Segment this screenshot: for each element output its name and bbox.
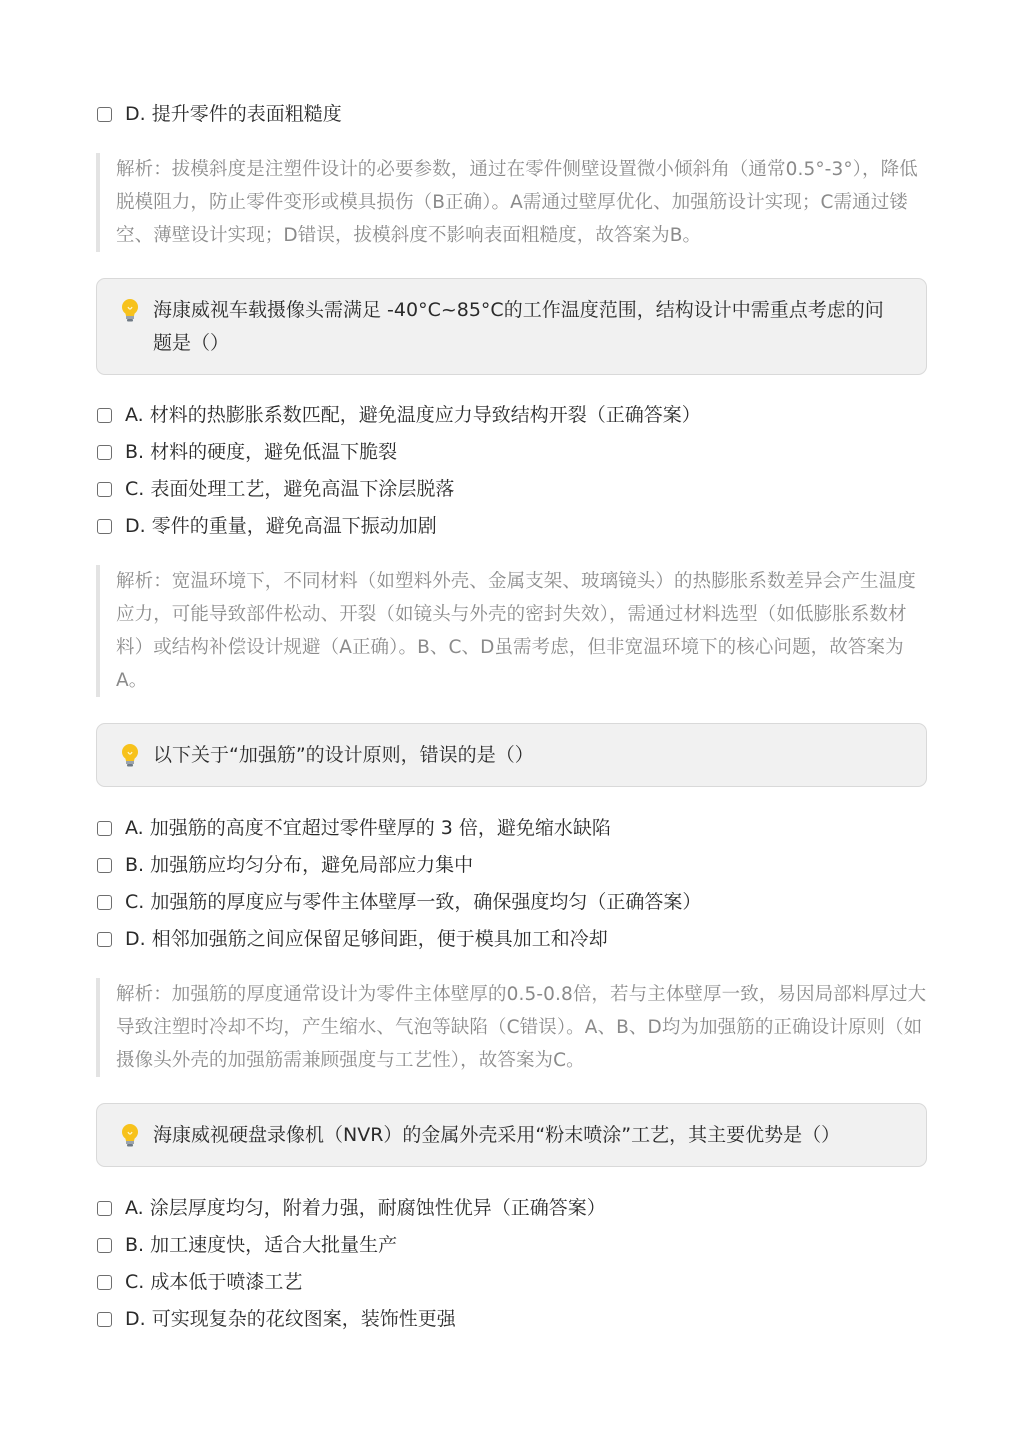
question-callout-q2 [96,723,927,787]
checkbox-icon[interactable] [97,445,112,460]
checkbox-icon[interactable] [97,895,112,910]
checkbox-icon[interactable] [97,821,112,836]
option-label: B. 加强筋应均匀分布，避免局部应力集中 [125,854,474,876]
checkbox-icon[interactable] [97,932,112,947]
option-q3-d[interactable] [96,1301,927,1338]
question-text: 以下关于“加强筋”的设计原则，错误的是（） [153,744,534,766]
checkbox-icon[interactable] [97,482,112,497]
question-text: 海康威视车载摄像头需满足 -40°C~85°C的工作温度范围，结构设计中需重点考虑的问题是（） [153,299,884,354]
option-label: D. 可实现复杂的花纹图案，装饰性更强 [125,1308,456,1330]
checkbox-icon[interactable] [97,1238,112,1253]
option-q2-c[interactable] [96,884,927,921]
option-label: D. 零件的重量，避免高温下振动加剧 [125,515,437,537]
checkbox-icon[interactable] [97,107,112,122]
checkbox-icon[interactable] [97,1201,112,1216]
option-q0-d[interactable] [96,96,927,133]
option-q1-b[interactable] [96,434,927,471]
checkbox-icon[interactable] [97,408,112,423]
question-callout-q1 [96,278,927,375]
option-q1-c[interactable] [96,471,927,508]
option-label: A. 加强筋的高度不宜超过零件壁厚的 3 倍，避免缩水缺陷 [125,817,611,839]
option-q3-b[interactable] [96,1227,927,1264]
question-text: 海康威视硬盘录像机（NVR）的金属外壳采用“粉末喷涂”工艺，其主要优势是（） [153,1124,841,1146]
checkbox-icon[interactable] [97,858,112,873]
analysis-block-q1: 解析：宽温环境下，不同材料（如塑料外壳、金属支架、玻璃镜头）的热膨胀系数差异会产生温度应力，可能导致部件松动、开裂（如镜头与外壳的密封失效），需通过材料选型（如低膨胀系数材料）或结构补偿设计规避（A正确）。B、C、D虽需考虑，但非宽温环境下的核心问题，故答案为A。 [96,565,927,697]
checkbox-icon[interactable] [97,1275,112,1290]
option-label: B. 加工速度快，适合大批量生产 [125,1234,398,1256]
option-label: D. 相邻加强筋之间应保留足够间距，便于模具加工和冷却 [125,928,608,950]
option-q1-a[interactable] [96,397,927,434]
option-q3-c[interactable] [96,1264,927,1301]
option-label: C. 成本低于喷漆工艺 [125,1271,303,1293]
lightbulb-icon [119,739,141,772]
option-q2-d[interactable] [96,921,927,958]
option-q3-a[interactable] [96,1190,927,1227]
lightbulb-icon [119,294,141,327]
lightbulb-icon [119,1119,141,1152]
quiz-page [96,96,927,1338]
analysis-block-q2: 解析：加强筋的厚度通常设计为零件主体壁厚的0.5-0.8倍，若与主体壁厚一致，易因局部料厚过大导致注塑时冷却不均，产生缩水、气泡等缺陷（C错误）。A、B、D均为加强筋的正确设计原则（如摄像头外壳的加强筋需兼顾强度与工艺性），故答案为C。 [96,978,927,1077]
analysis-block-q0: 解析：拔模斜度是注塑件设计的必要参数，通过在零件侧壁设置微小倾斜角（通常0.5°-3°），降低脱模阻力，防止零件变形或模具损伤（B正确）。A需通过壁厚优化、加强筋设计实现；C需通过镂空、薄壁设计实现；D错误，拔模斜度不影响表面粗糙度，故答案为B。 [96,153,927,252]
option-label: B. 材料的硬度，避免低温下脆裂 [125,441,398,463]
question-callout-q3 [96,1103,927,1167]
option-label: A. 材料的热膨胀系数匹配，避免温度应力导致结构开裂（正确答案） [125,404,701,426]
option-label: D. 提升零件的表面粗糙度 [125,103,342,125]
option-label: C. 加强筋的厚度应与零件主体壁厚一致，确保强度均匀（正确答案） [125,891,702,913]
checkbox-icon[interactable] [97,519,112,534]
option-q1-d[interactable] [96,508,927,545]
option-label: A. 涂层厚度均匀，附着力强，耐腐蚀性优异（正确答案） [125,1197,606,1219]
option-q2-b[interactable] [96,847,927,884]
option-label: C. 表面处理工艺，避免高温下涂层脱落 [125,478,455,500]
checkbox-icon[interactable] [97,1312,112,1327]
option-q2-a[interactable] [96,810,927,847]
